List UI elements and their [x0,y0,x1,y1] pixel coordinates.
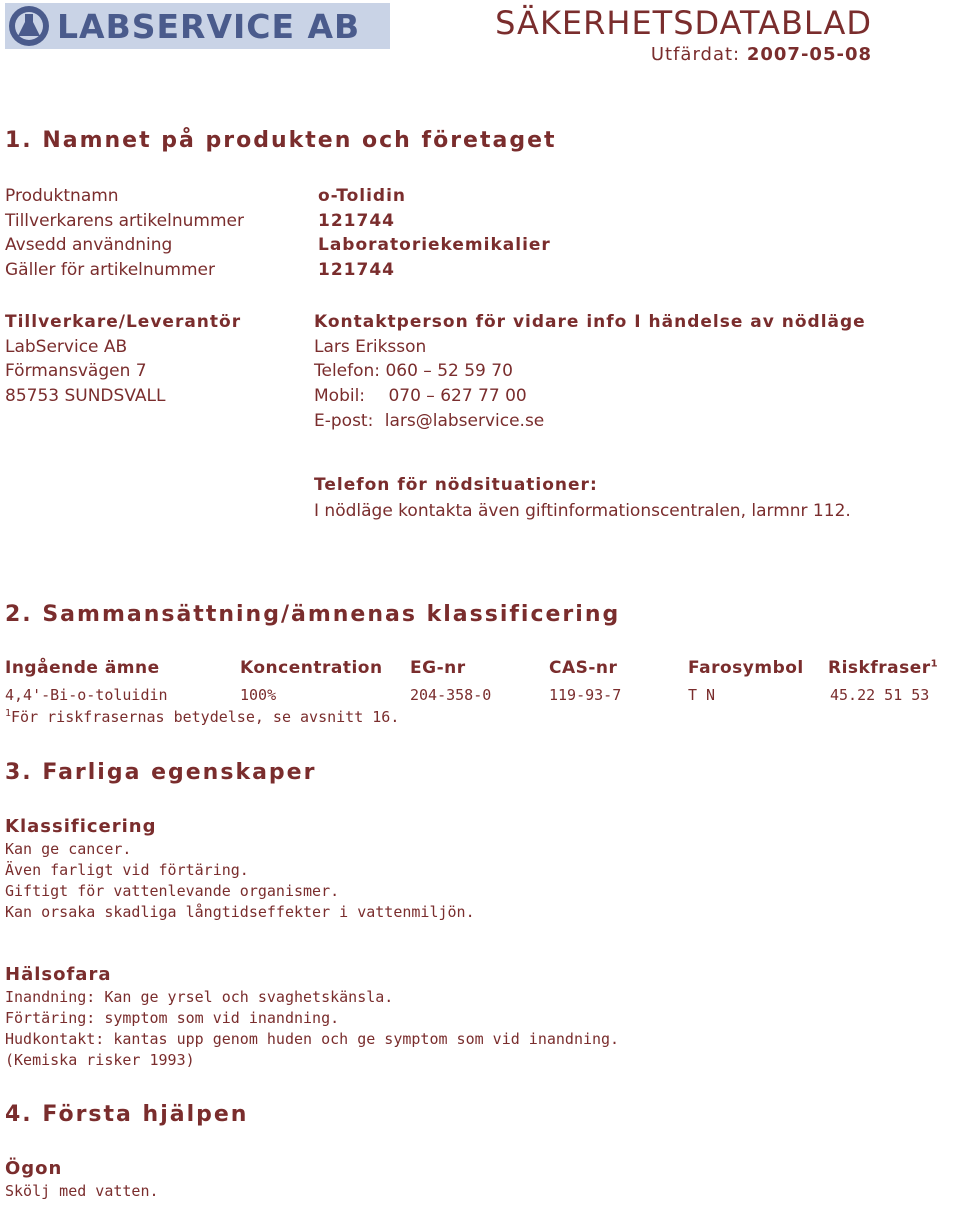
health-line: Hudkontakt: kantas upp genom huden och ge symptom som vid inandning. [5,1030,620,1048]
emergency-text: I nödläge kontakta även giftinformationscentralen, larmnr 112. [314,501,851,521]
issued-date [651,44,872,65]
row-eg-nr: 204-358-0 [410,686,492,704]
article-number-value: 121744 [318,211,395,231]
section-3-heading: 3. Farliga egenskaper [5,760,317,785]
product-name-label: Produktnamn [5,186,119,206]
footnote [5,708,399,726]
product-name-value: o-Tolidin [318,186,407,206]
classification-line: Kan ge cancer. [5,840,132,858]
classification-line: Kan orsaka skadliga långtidseffekter i vattenmiljön. [5,903,475,921]
contact-phone-value: 060 – 52 59 70 [385,361,513,381]
health-line: Inandning: Kan ge yrsel och svaghetskänsla. [5,988,394,1006]
logo-text: LABSERVICE AB [57,6,361,46]
row-cas-nr: 119-93-7 [549,686,622,704]
health-hazard-heading: Hälsofara [5,964,112,985]
row-risk-phrases: 45.22 51 53 [830,686,930,704]
applies-article-label: Gäller för artikelnummer [5,260,216,280]
footnote-mark: 1 [5,708,12,719]
contact-mobile-value: 070 – 627 77 00 [388,386,527,406]
applies-article-value: 121744 [318,260,395,280]
contact-name: Lars Eriksson [314,337,427,357]
emergency-heading: Telefon för nödsituationer: [314,475,598,495]
footnote-text: För riskfrasernas betydelse, se avsnitt 16. [11,708,400,726]
col-hazard-symbol: Farosymbol [688,658,804,678]
supplier-city: 85753 SUNDSVALL [5,386,166,406]
intended-use-value: Laboratoriekemikalier [318,235,551,255]
contact-heading: Kontaktperson för vidare info I händelse av nödläge [314,312,866,332]
classification-line: Även farligt vid förtäring. [5,861,249,879]
contact-phone-label: Telefon: [314,361,381,381]
article-number-label: Tillverkarens artikelnummer [5,211,244,231]
col-risk-phrases-label: Riskfraser [828,658,931,678]
eyes-heading: Ögon [5,1158,63,1179]
supplier-heading: Tillverkare/Leverantör [5,312,242,332]
issued-label: Utfärdat: [650,44,741,65]
eyes-text: Skölj med vatten. [5,1182,159,1200]
supplier-street: Förmansvägen 7 [5,361,147,381]
section-1-heading: 1. Namnet på produkten och företaget [5,128,557,153]
col-cas-nr: CAS-nr [549,658,618,678]
col-risk-phrases [828,658,938,678]
contact-email [314,411,544,431]
contact-email-value[interactable]: lars@labservice.se [384,411,545,431]
risk-phrases-footnote-mark: 1 [930,658,939,670]
classification-heading: Klassificering [5,816,157,837]
issued-date-value: 2007-05-08 [746,44,872,65]
contact-phone [314,361,513,381]
row-substance: 4,4'-Bi-o-toluidin [5,686,168,704]
col-eg-nr: EG-nr [410,658,466,678]
section-2-heading: 2. Sammansättning/ämnenas klassificering [5,602,621,627]
contact-mobile [314,386,527,406]
document-title: SÄKERHETSDATABLAD [495,4,872,42]
row-hazard-symbol: T N [688,686,716,704]
health-line: Förtäring: symptom som vid inandning. [5,1009,340,1027]
health-line: (Kemiska risker 1993) [5,1051,195,1069]
contact-mobile-label: Mobil: [314,386,366,406]
intended-use-label: Avsedd användning [5,235,173,255]
col-substance: Ingående ämne [5,658,160,678]
contact-email-label: E-post: [314,411,374,431]
col-concentration: Koncentration [240,658,383,678]
supplier-name: LabService AB [5,337,128,357]
company-logo [5,3,390,49]
row-concentration: 100% [240,686,277,704]
section-4-heading: 4. Första hjälpen [5,1102,249,1127]
classification-line: Giftigt för vattenlevande organismer. [5,882,340,900]
flask-logo-icon [7,4,51,48]
